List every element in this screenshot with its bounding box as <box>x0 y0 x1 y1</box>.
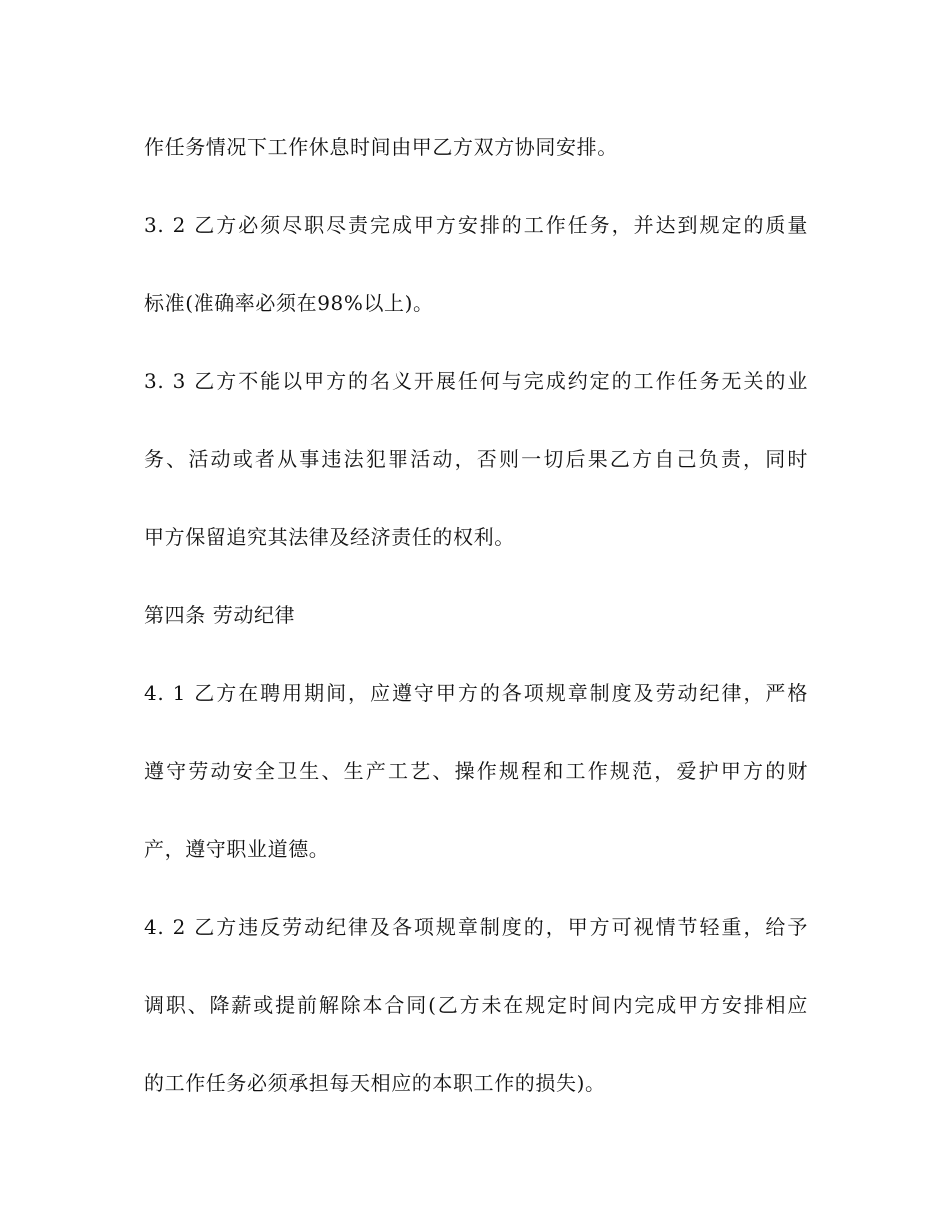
text-line: 遵守劳动安全卫生、生产工艺、操作规程和工作规范，爱护甲方的财 <box>144 759 808 783</box>
text-line: 调职、降薪或提前解除本合同(乙方未在规定时间内完成甲方安排相应 <box>144 993 808 1017</box>
clause-4-2-line-1: 4. 2 乙方违反劳动纪律及各项规章制度的，甲方可视情节轻重，给予 <box>144 915 808 939</box>
text-line: 甲方保留追究其法律及经济责任的权利。 <box>144 525 515 549</box>
clause-3-3-line-1: 3. 3 乙方不能以甲方的名义开展任何与完成约定的工作任务无关的业 <box>144 369 808 393</box>
text-line: 标准(准确率必须在98%以上)。 <box>144 291 434 315</box>
text-line: 务、活动或者从事违法犯罪活动，否则一切后果乙方自己负责，同时 <box>144 447 808 471</box>
text-line: 产，遵守职业道德。 <box>144 837 330 861</box>
clause-3-2-line-1: 3. 2 乙方必须尽职尽责完成甲方安排的工作任务，并达到规定的质量 <box>144 213 808 237</box>
section-heading: 第四条 劳动纪律 <box>144 603 296 627</box>
clause-4-1-line-1: 4. 1 乙方在聘用期间，应遵守甲方的各项规章制度及劳动纪律，严格 <box>144 681 808 705</box>
text-line: 作任务情况下工作休息时间由甲乙方双方协同安排。 <box>144 135 618 159</box>
document-body <box>144 135 812 1149</box>
text-line: 的工作任务必须承担每天相应的本职工作的损失)。 <box>144 1071 606 1095</box>
